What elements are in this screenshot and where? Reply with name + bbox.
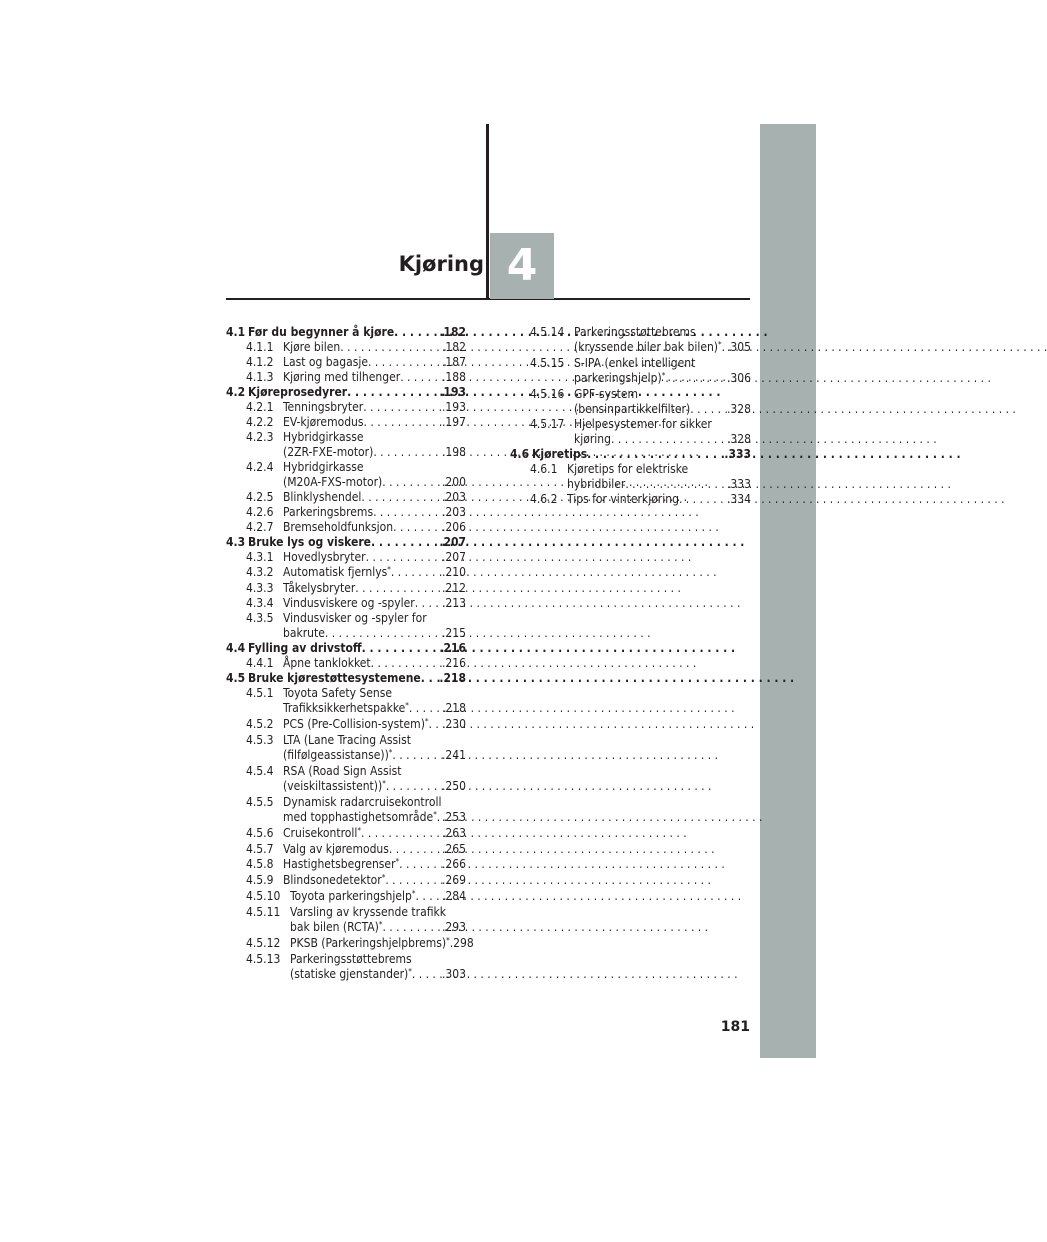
toc-continuation bbox=[226, 920, 466, 936]
toc-page: .303 bbox=[441, 967, 466, 981]
toc-title-continued: parkeringshjelp)* bbox=[574, 371, 666, 385]
leader-dots bbox=[363, 400, 442, 415]
toc-entry bbox=[226, 671, 466, 686]
toc-page: .210 bbox=[441, 565, 466, 579]
toc-number: 4.2.5 bbox=[246, 490, 274, 504]
asterisk-mark: * bbox=[408, 967, 412, 976]
toc-title: Hastighetsbegrenser* bbox=[283, 857, 400, 871]
toc-number: 4.3.3 bbox=[246, 581, 274, 595]
leader-dots bbox=[389, 842, 442, 857]
leader-dots bbox=[679, 492, 727, 507]
toc-page: .333 bbox=[726, 477, 751, 491]
toc-title: GPF-system bbox=[574, 387, 639, 401]
leader-dots bbox=[362, 641, 440, 656]
toc-number: 4.5.10 bbox=[246, 889, 281, 903]
leader-dots bbox=[382, 475, 442, 490]
toc-entry bbox=[226, 889, 466, 905]
toc-line bbox=[226, 460, 466, 475]
toc-page: .253 bbox=[441, 810, 466, 824]
toc-page: .306 bbox=[726, 371, 751, 385]
toc-title: Kjøring med tilhenger bbox=[283, 370, 401, 384]
toc-title-continued: med topphastighetsområde* bbox=[283, 810, 437, 824]
toc-continuation bbox=[510, 402, 751, 417]
toc-title: Toyota parkeringshjelp* bbox=[290, 889, 416, 903]
toc-line bbox=[226, 936, 474, 952]
leader-dots bbox=[611, 432, 727, 447]
toc-page: .198 bbox=[441, 445, 466, 459]
toc-entry bbox=[226, 415, 466, 430]
toc-page: .218 bbox=[441, 701, 466, 715]
toc-number: 4.5.3 bbox=[246, 733, 274, 747]
toc-title: S-IPA (enkel intelligent bbox=[574, 356, 696, 370]
toc-title: Kjøretips bbox=[532, 447, 588, 461]
toc-line bbox=[510, 325, 751, 340]
toc-entry bbox=[226, 764, 466, 795]
toc-page: .230 bbox=[441, 717, 466, 731]
toc-title: Før du begynner å kjøre bbox=[248, 325, 395, 339]
toc-number: 4.3.5 bbox=[246, 611, 274, 625]
toc-number: 4.2.4 bbox=[246, 460, 274, 474]
toc-page: .218 bbox=[439, 671, 466, 685]
leader-dots bbox=[325, 626, 442, 641]
toc-page: .298 bbox=[449, 936, 474, 950]
toc-number: 4.5.12 bbox=[246, 936, 281, 950]
toc-number: 4.5.5 bbox=[246, 795, 274, 809]
toc-title-continued: kjøring bbox=[574, 432, 611, 446]
toc-line bbox=[226, 905, 466, 920]
toc-page: .269 bbox=[441, 873, 466, 887]
header-vertical-rule bbox=[486, 124, 489, 300]
toc-line bbox=[510, 447, 751, 462]
toc-number: 4.1.2 bbox=[246, 355, 274, 369]
toc-line bbox=[226, 400, 466, 415]
leader-dots bbox=[355, 581, 442, 596]
toc-title-continued: (bensinpartikkelfilter) bbox=[574, 402, 691, 416]
asterisk-mark: * bbox=[382, 779, 386, 788]
toc-page: .200 bbox=[441, 475, 466, 489]
toc-entry bbox=[510, 447, 751, 462]
toc-entry bbox=[226, 905, 466, 936]
toc-entry bbox=[226, 857, 466, 873]
toc-title: EV-kjøremodus bbox=[283, 415, 364, 429]
toc-title: Blindsonedetektor* bbox=[283, 873, 386, 887]
leader-dots bbox=[371, 656, 442, 671]
toc-number: 4.5.17 bbox=[530, 417, 565, 431]
leader-dots bbox=[690, 402, 727, 417]
chapter-number-box: 4 bbox=[490, 233, 554, 299]
leader-dots bbox=[421, 671, 440, 686]
toc-page: .263 bbox=[441, 826, 466, 840]
asterisk-mark: * bbox=[405, 701, 409, 710]
toc-page: .213 bbox=[441, 596, 466, 610]
toc-title: Dynamisk radarcruisekontroll bbox=[283, 795, 442, 809]
toc-entry bbox=[226, 826, 466, 842]
toc-title: Hjelpesystemer for sikker bbox=[574, 417, 712, 431]
toc-title: Parkeringsstøttebrems bbox=[574, 325, 696, 339]
toc-page: .182 bbox=[439, 325, 466, 339]
toc-page: .197 bbox=[441, 415, 466, 429]
asterisk-mark: * bbox=[395, 857, 400, 866]
toc-line bbox=[226, 355, 466, 370]
leader-dots bbox=[416, 889, 442, 904]
toc-title-continued: bak bilen (RCTA)* bbox=[290, 920, 383, 934]
asterisk-mark: * bbox=[388, 748, 393, 757]
leader-dots bbox=[587, 447, 724, 462]
toc-page: .293 bbox=[441, 920, 466, 934]
toc-page: .265 bbox=[441, 842, 466, 856]
toc-number: 4.6.1 bbox=[530, 462, 558, 476]
toc-number: 4.2 bbox=[226, 385, 246, 399]
leader-dots bbox=[373, 445, 442, 460]
toc-title-continued: bakrute bbox=[283, 626, 325, 640]
toc-page: .216 bbox=[439, 641, 466, 655]
toc-page: .203 bbox=[441, 490, 466, 504]
toc-entry bbox=[510, 492, 751, 507]
toc-entry bbox=[226, 535, 466, 550]
toc-entry bbox=[226, 565, 466, 581]
toc-continuation bbox=[226, 748, 466, 764]
leader-dots bbox=[364, 415, 442, 430]
toc-entry bbox=[226, 717, 466, 733]
toc-title: Automatisk fjernlys* bbox=[283, 565, 391, 579]
toc-title: PKSB (Parkeringshjelpbrems)* bbox=[290, 936, 450, 950]
toc-number: 4.1.1 bbox=[246, 340, 274, 354]
toc-title: PCS (Pre-Collision-system)* bbox=[283, 717, 429, 731]
toc-line bbox=[226, 430, 466, 445]
toc-continuation bbox=[510, 477, 751, 492]
asterisk-mark: * bbox=[357, 826, 361, 835]
toc-title: Cruisekontroll* bbox=[283, 826, 361, 840]
toc-entry bbox=[226, 460, 466, 490]
toc-page: .203 bbox=[441, 505, 466, 519]
toc-number: 4.2.3 bbox=[246, 430, 274, 444]
toc-number: 4.3.1 bbox=[246, 550, 274, 564]
asterisk-mark: * bbox=[378, 920, 383, 929]
toc-line bbox=[226, 596, 466, 611]
toc-line bbox=[510, 387, 751, 402]
toc-number: 4.5.6 bbox=[246, 826, 274, 840]
leader-dots bbox=[625, 477, 727, 492]
toc-title-continued: (statiske gjenstander)* bbox=[290, 967, 412, 981]
leader-dots bbox=[373, 505, 442, 520]
toc-line bbox=[226, 733, 466, 748]
toc-page: .328 bbox=[726, 402, 751, 416]
toc-line bbox=[226, 535, 466, 550]
toc-page: .193 bbox=[439, 385, 466, 399]
toc-page: .328 bbox=[726, 432, 751, 446]
leader-dots bbox=[392, 748, 442, 763]
toc-line bbox=[226, 565, 466, 581]
toc-page: .216 bbox=[441, 656, 466, 670]
toc-page: .333 bbox=[724, 447, 751, 461]
toc-line bbox=[226, 550, 466, 565]
toc-entry bbox=[226, 385, 466, 400]
toc-entry bbox=[510, 356, 751, 387]
toc-line bbox=[226, 641, 466, 656]
toc-title-continued: Trafikksikkerhetspakke* bbox=[283, 701, 409, 715]
toc-number: 4.5.13 bbox=[246, 952, 281, 966]
toc-number: 4.3.4 bbox=[246, 596, 274, 610]
toc-title: Parkeringsbrems bbox=[283, 505, 374, 519]
toc-entry bbox=[226, 795, 466, 826]
toc-entry bbox=[510, 462, 751, 492]
toc-line bbox=[510, 462, 751, 477]
toc-entry bbox=[510, 325, 751, 356]
toc-title: Vindusviskere og -spyler bbox=[283, 596, 415, 610]
toc-entry bbox=[226, 733, 466, 764]
toc-page: .241 bbox=[441, 748, 466, 762]
toc-page: .215 bbox=[441, 626, 466, 640]
toc-page: .305 bbox=[726, 340, 751, 354]
toc-title: LTA (Lane Tracing Assist bbox=[283, 733, 412, 747]
toc-line bbox=[510, 356, 751, 371]
toc-number: 4.6.2 bbox=[530, 492, 558, 506]
toc-title: Fylling av drivstoff bbox=[248, 641, 362, 655]
toc-number: 4.5.8 bbox=[246, 857, 274, 871]
leader-dots bbox=[391, 565, 442, 580]
toc-continuation bbox=[226, 701, 466, 717]
toc-left-column bbox=[226, 325, 474, 983]
toc-entry bbox=[226, 520, 466, 535]
toc-title: Tåkelysbryter bbox=[283, 581, 356, 595]
toc-continuation bbox=[226, 445, 466, 460]
toc-continuation bbox=[510, 371, 751, 387]
toc-title: RSA (Road Sign Assist bbox=[283, 764, 402, 778]
toc-line bbox=[226, 889, 466, 905]
toc-entry bbox=[226, 340, 466, 355]
toc-number: 4.4.1 bbox=[246, 656, 274, 670]
toc-entry bbox=[226, 596, 466, 611]
asterisk-mark: * bbox=[381, 873, 386, 882]
toc-entry bbox=[226, 641, 466, 656]
toc-number: 4.5 bbox=[226, 671, 246, 685]
toc-continuation bbox=[510, 432, 751, 447]
toc-entry bbox=[226, 611, 466, 641]
toc-entry bbox=[226, 936, 474, 952]
toc-entry bbox=[226, 656, 466, 671]
toc-line bbox=[226, 505, 466, 520]
toc-continuation bbox=[226, 810, 466, 826]
toc-title: Hybridgirkasse bbox=[283, 430, 364, 444]
asterisk-mark: * bbox=[411, 889, 416, 898]
toc-title: Toyota Safety Sense bbox=[283, 686, 392, 700]
toc-title-continued: (veiskiltassistent))* bbox=[283, 779, 386, 793]
toc-title: Tenningsbryter bbox=[283, 400, 364, 414]
leader-dots bbox=[412, 967, 442, 982]
toc-entry bbox=[226, 370, 466, 385]
toc-line bbox=[226, 764, 466, 779]
toc-number: 4.2.7 bbox=[246, 520, 274, 534]
toc-title: Valg av kjøremodus bbox=[283, 842, 389, 856]
leader-dots bbox=[382, 920, 442, 935]
toc-continuation bbox=[510, 340, 751, 356]
toc-page: .212 bbox=[441, 581, 466, 595]
toc-number: 4.5.1 bbox=[246, 686, 274, 700]
toc-entry bbox=[510, 387, 751, 417]
toc-line bbox=[226, 581, 466, 596]
toc-title-continued: (M20A-FXS-motor) bbox=[283, 475, 383, 489]
toc-line bbox=[226, 952, 466, 967]
toc-entry bbox=[226, 873, 466, 889]
leader-dots bbox=[366, 550, 442, 565]
toc-line bbox=[226, 795, 466, 810]
toc-entry bbox=[226, 952, 466, 983]
leader-dots bbox=[665, 371, 727, 386]
header-horizontal-rule bbox=[226, 298, 750, 300]
toc-line bbox=[226, 686, 466, 701]
toc-continuation bbox=[226, 475, 466, 490]
toc-line bbox=[226, 385, 466, 400]
toc-title: Parkeringsstøttebrems bbox=[290, 952, 412, 966]
toc-continuation bbox=[226, 626, 466, 641]
toc-line bbox=[226, 842, 466, 857]
toc-entry bbox=[510, 417, 751, 447]
toc-line bbox=[226, 325, 466, 340]
toc-title: Hovedlysbryter bbox=[283, 550, 366, 564]
leader-dots bbox=[340, 340, 442, 355]
toc-number: 4.5.11 bbox=[246, 905, 281, 919]
toc-line bbox=[226, 717, 466, 733]
toc-line bbox=[510, 492, 751, 507]
toc-continuation bbox=[226, 779, 466, 795]
asterisk-mark: * bbox=[446, 936, 450, 945]
toc-page: .250 bbox=[441, 779, 466, 793]
toc-number: 4.3.2 bbox=[246, 565, 274, 579]
toc-title-continued: (kryssende biler bak bilen)* bbox=[574, 340, 722, 354]
toc-entry bbox=[226, 842, 466, 857]
asterisk-mark: * bbox=[433, 810, 437, 819]
leader-dots bbox=[361, 490, 442, 505]
toc-page: .207 bbox=[441, 550, 466, 564]
toc-number: 4.1 bbox=[226, 325, 246, 339]
toc-line bbox=[226, 370, 466, 385]
leader-dots bbox=[429, 717, 442, 732]
leader-dots bbox=[347, 385, 439, 400]
toc-number: 4.2.6 bbox=[246, 505, 274, 519]
asterisk-mark: * bbox=[387, 565, 391, 574]
toc-title: Tips for vinterkjøring bbox=[567, 492, 679, 506]
toc-line bbox=[226, 611, 466, 626]
toc-title: Åpne tanklokket bbox=[283, 656, 371, 670]
toc-entry bbox=[226, 430, 466, 460]
toc-line bbox=[226, 826, 466, 842]
toc-page: .206 bbox=[441, 520, 466, 534]
toc-title-continued: (filfølgeassistanse))* bbox=[283, 748, 393, 762]
toc-number: 4.5.16 bbox=[530, 387, 565, 401]
leader-dots bbox=[399, 857, 442, 872]
chapter-title: Kjøring bbox=[398, 252, 484, 276]
toc-line bbox=[226, 671, 466, 686]
toc-title: Kjøre bilen bbox=[283, 340, 341, 354]
page-number: 181 bbox=[720, 1019, 750, 1035]
toc-number: 4.3 bbox=[226, 535, 246, 549]
leader-dots bbox=[361, 826, 442, 841]
asterisk-mark: * bbox=[718, 340, 722, 349]
toc-number: 4.5.7 bbox=[246, 842, 274, 856]
toc-line bbox=[226, 520, 466, 535]
toc-number: 4.5.2 bbox=[246, 717, 274, 731]
toc-number: 4.1.3 bbox=[246, 370, 274, 384]
toc-page: .187 bbox=[441, 355, 466, 369]
toc-number: 4.2.1 bbox=[246, 400, 274, 414]
toc-number: 4.5.4 bbox=[246, 764, 274, 778]
toc-title: Hybridgirkasse bbox=[283, 460, 364, 474]
leader-dots bbox=[368, 355, 442, 370]
leader-dots bbox=[385, 873, 442, 888]
toc-title: Kjøretips for elektriske bbox=[567, 462, 689, 476]
toc-line bbox=[226, 873, 466, 889]
asterisk-mark: * bbox=[661, 371, 666, 380]
toc-title-continued: hybridbiler bbox=[567, 477, 626, 491]
toc-entry bbox=[226, 581, 466, 596]
toc-page: .182 bbox=[441, 340, 466, 354]
toc-number: 4.5.14 bbox=[530, 325, 565, 339]
toc-entry bbox=[226, 355, 466, 370]
leader-dots bbox=[394, 325, 439, 340]
toc-entry bbox=[226, 505, 466, 520]
toc-title: Last og bagasje bbox=[283, 355, 369, 369]
toc-page: .334 bbox=[726, 492, 751, 506]
toc-line bbox=[226, 415, 466, 430]
toc-continuation bbox=[226, 967, 466, 983]
toc-title: Bruke lys og viskere bbox=[248, 535, 371, 549]
toc-page: .193 bbox=[441, 400, 466, 414]
toc-line bbox=[226, 857, 466, 873]
toc-title: Blinklyshendel bbox=[283, 490, 362, 504]
toc-title: Varsling av kryssende trafikk bbox=[290, 905, 447, 919]
toc-right-column bbox=[510, 325, 751, 507]
toc-number: 4.2.2 bbox=[246, 415, 274, 429]
leader-dots bbox=[409, 701, 442, 716]
toc-entry bbox=[226, 490, 466, 505]
toc-page: .207 bbox=[439, 535, 466, 549]
leader-dots bbox=[371, 535, 439, 550]
toc-page: .284 bbox=[441, 889, 466, 903]
toc-page: .188 bbox=[441, 370, 466, 384]
toc-entry bbox=[226, 400, 466, 415]
leader-dots bbox=[386, 779, 442, 794]
toc-title: Bremseholdfunksjon bbox=[283, 520, 394, 534]
toc-number: 4.5.9 bbox=[246, 873, 274, 887]
toc-title-continued: (2ZR-FXE-motor) bbox=[283, 445, 374, 459]
toc-number: 4.5.15 bbox=[530, 356, 565, 370]
toc-entry bbox=[226, 550, 466, 565]
toc-number: 4.4 bbox=[226, 641, 246, 655]
toc-line bbox=[226, 656, 466, 671]
leader-dots bbox=[393, 520, 442, 535]
toc-entry bbox=[226, 686, 466, 717]
toc-line bbox=[226, 340, 466, 355]
toc-line bbox=[510, 417, 751, 432]
leader-dots bbox=[415, 596, 442, 611]
chapter-side-tab bbox=[760, 124, 816, 1058]
toc-title: Kjøreprosedyrer bbox=[248, 385, 348, 399]
toc-title: Bruke kjørestøttesystemene bbox=[248, 671, 421, 685]
asterisk-mark: * bbox=[424, 717, 429, 726]
toc-number: 4.6 bbox=[510, 447, 530, 461]
toc-title: Vindusvisker og -spyler for bbox=[283, 611, 427, 625]
toc-entry bbox=[226, 325, 466, 340]
toc-page: .266 bbox=[441, 857, 466, 871]
leader-dots bbox=[400, 370, 442, 385]
toc-line bbox=[226, 490, 466, 505]
